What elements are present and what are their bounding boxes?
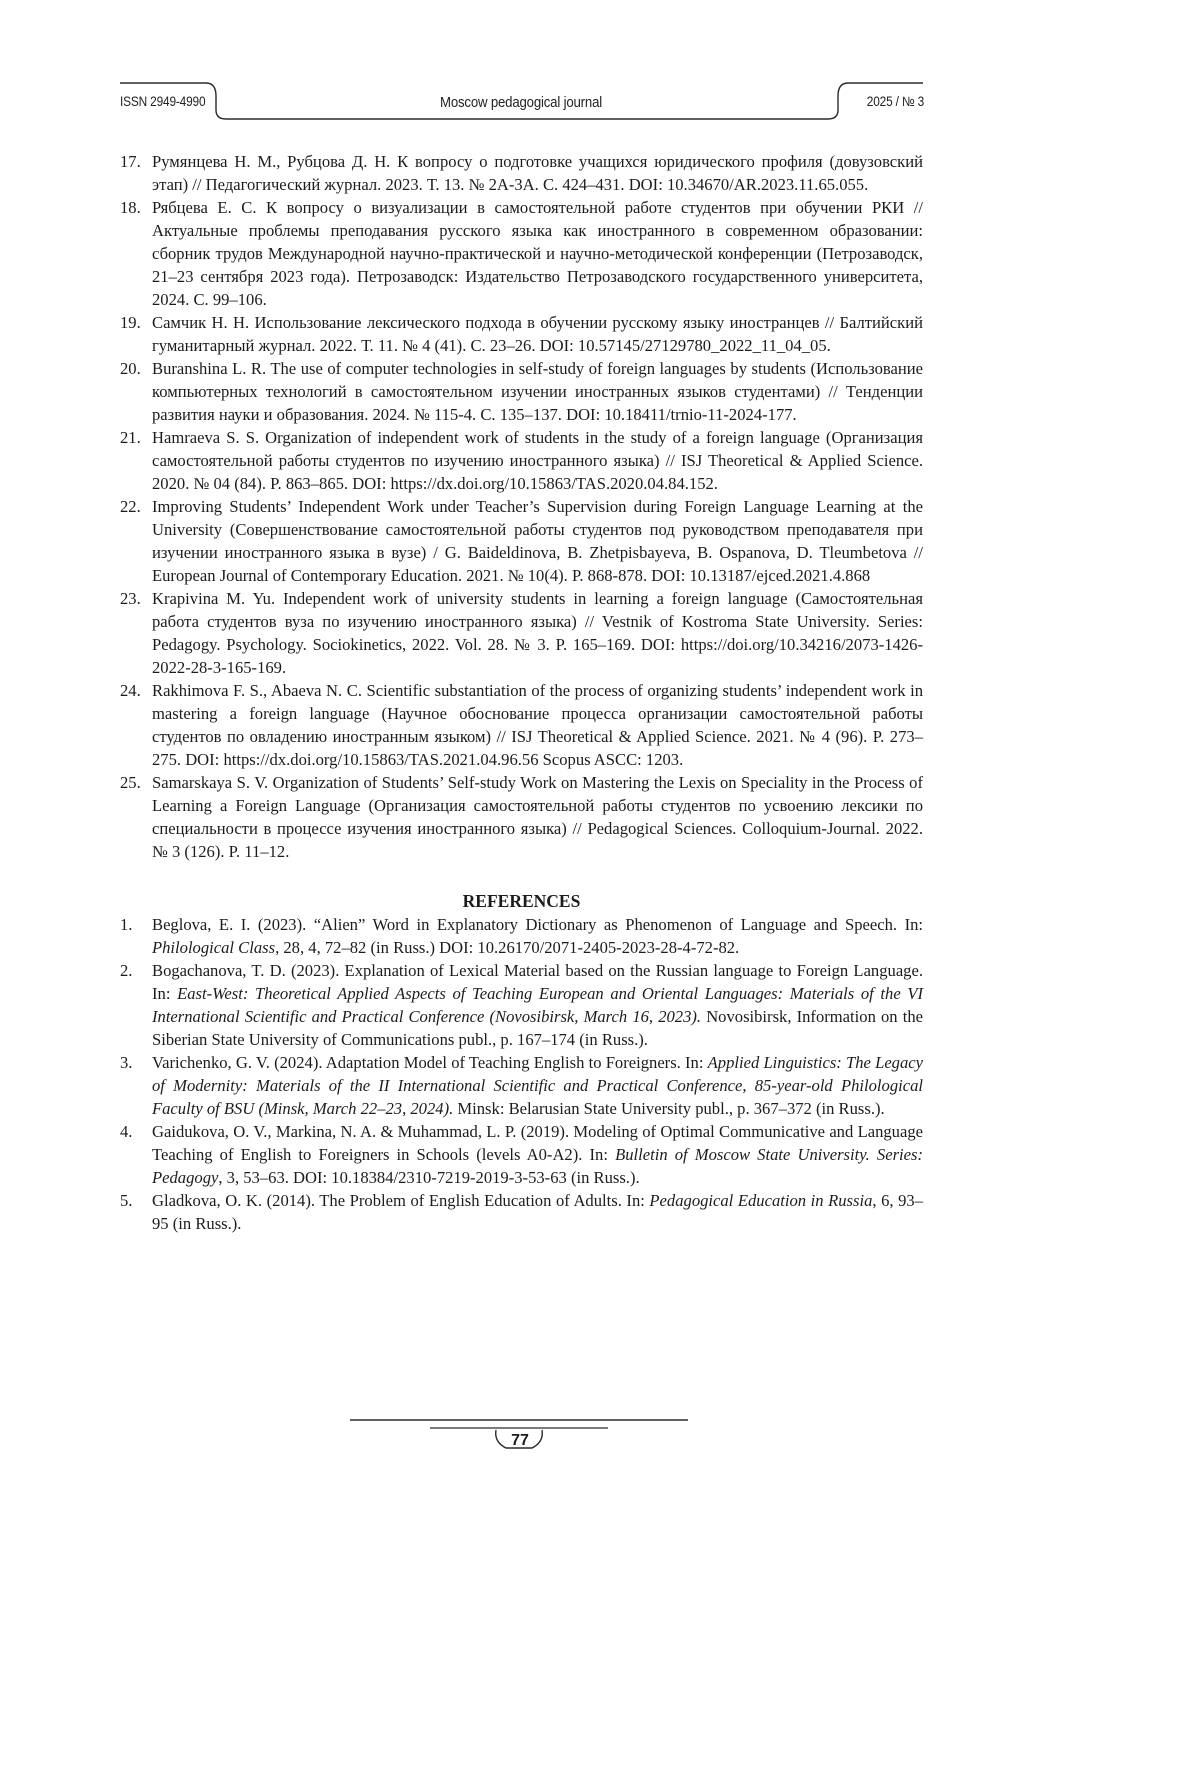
page-footer [0,1410,1050,1470]
item-number: 1. [120,913,132,936]
item-text-tail: , 28, 4, 72–82 (in Russ.) DOI: 10.26170/2071-2405-2023-28-4-72-82. [275,938,739,957]
item-number: 23. [120,587,141,610]
main-content [120,150,923,1235]
item-number: 3. [120,1051,132,1074]
item-number: 21. [120,426,141,449]
reference-item [120,1051,923,1120]
item-number: 18. [120,196,141,219]
journal-title: Moscow pedagogical journal [440,94,602,111]
item-text: Improving Students’ Independent Work under Teacher’s Supervision during Foreign Language Learning at the University (Совершенствование самостоятельной работы студентов под руководством преподавателя при изучении иностранного языка в вузе) / G. Baideldinova, B. Zhetpisbayeva, B. Ospanova, D. Tleumbetova // European Journal of Contemporary Education. 2021. № 10(4). P. 868-878. DOI: 10.13187/ejced.2021.4.868 [152,497,923,585]
item-number: 17. [120,150,141,173]
item-text-lead: Varichenko, G. V. (2024). Adaptation Model of Teaching English to Foreigners. In: [152,1053,708,1072]
item-text-italic: Pedagogical Education in Russia [649,1191,872,1210]
item-text-lead: Beglova, E. I. (2023). “Alien” Word in Explanatory Dictionary as Phenomenon of Language and Speech. In: [152,915,923,934]
item-text: Рябцева Е. С. К вопросу о визуализации в самостоятельной работе студентов при обучении РКИ // Актуальные проблемы преподавания русского языка как иностранного в современном образовании: сборник трудов Международной научно-практической и научно-методической конференции (Петрозаводск, 21–23 сентября 2023 года). Петрозаводск: Издательство Петрозаводского государственного университета, 2024. С. 99–106. [152,198,923,309]
item-text-tail: Novosibirsk, Information on the Siberian State University of Communications publ., p. 167–174 (in Russ.). [152,1007,923,1049]
references-heading: REFERENCES [120,889,923,913]
running-header [0,0,1050,140]
item-number: 22. [120,495,141,518]
item-text-italic: Applied Linguistics: The Legacy of Modernity: Materials of the II International Scientific and Practical Conference, 85-year-old Philological Faculty of BSU (Minsk, March 22–23, 2024). [152,1053,923,1118]
reference-item [120,1189,923,1235]
source-item [120,357,923,426]
item-text: Samarskaya S. V. Organization of Students’ Self-study Work on Mastering the Lexis on Speciality in the Process of Learning a Foreign Language (Организация самостоятельной работы студентов по усвоению лексики по специальности в процессе изучения иностранного языка) // Pedagogical Sciences. Colloquium-Journal. 2022. № 3 (126). P. 11–12. [152,773,923,861]
item-text: Hamraeva S. S. Organization of independent work of students in the study of a foreign language (Организация самостоятельной работы студентов по изучению иностранного языка) // ISJ Theoretical & Applied Science. 2020. № 04 (84). P. 863–865. DOI: https://dx.doi.org/10.15863/TAS.2020.04.84.152. [152,428,923,493]
reference-item [120,913,923,959]
item-text-tail: , 6, 93–95 (in Russ.). [152,1191,923,1233]
page-number: 77 [500,1432,540,1450]
reference-item [120,959,923,1051]
item-text-lead: Gladkova, O. K. (2014). The Problem of English Education of Adults. In: [152,1191,649,1210]
item-text: Krapivina M. Yu. Independent work of university students in learning a foreign language (Самостоятельная работа студентов вуза по изучению иностранного языка) // Vestnik of Kostroma State University. Series: Pedagogy. Psychology. Sociokinetics, 2022. Vol. 28. № 3. P. 165–169. DOI: https://doi.org/10.34216/2073-1426-2022-28-3-165-169. [152,589,923,677]
source-item [120,196,923,311]
item-text-tail: Minsk: Belarusian State University publ., p. 367–372 (in Russ.). [453,1099,884,1118]
header-frame [0,0,1050,140]
source-item [120,426,923,495]
item-number: 4. [120,1120,132,1143]
item-text-italic: Philological Class [152,938,275,957]
item-number: 25. [120,771,141,794]
reference-item [120,1120,923,1189]
issue-number: 2025 / № 3 [867,94,924,109]
sources-list [120,150,923,863]
source-item [120,495,923,587]
item-text-italic: Bulletin of Moscow State University. Series: Pedagogy [152,1145,923,1187]
item-number: 20. [120,357,141,380]
source-item [120,587,923,679]
item-number: 24. [120,679,141,702]
item-number: 2. [120,959,132,982]
item-text-lead: Gaidukova, O. V., Markina, N. A. & Muhammad, L. P. (2019). Modeling of Optimal Communicative and Language Teaching of English to Foreigners in Schools (levels A0-A2). In: [152,1122,923,1164]
item-text: Rakhimova F. S., Abaeva N. C. Scientific substantiation of the process of organizing students’ independent work in mastering a foreign language (Научное обоснование процесса организации самостоятельной работы студентов по овладению иностранным языком) // ISJ Theoretical & Applied Science. 2021. № 4 (96). P. 273–275. DOI: https://dx.doi.org/10.15863/TAS.2021.04.96.56 Scopus ASCC: 1203. [152,681,923,769]
source-item [120,311,923,357]
item-number: 19. [120,311,141,334]
source-item [120,771,923,863]
references-list [120,913,923,1235]
item-text-italic: East-West: Theoretical Applied Aspects of Teaching European and Oriental Languages: Materials of the VI International Scientific and Practical Conference (Novosibirsk, March 16, 2023). [152,984,923,1026]
item-text-tail: , 3, 53–63. DOI: 10.18384/2310-7219-2019-3-53-63 (in Russ.). [218,1168,639,1187]
item-text-lead: Bogachanova, T. D. (2023). Explanation of Lexical Material based on the Russian language to Foreign Language. In: [152,961,923,1003]
source-item [120,679,923,771]
issn: ISSN 2949-4990 [120,94,205,109]
item-number: 5. [120,1189,132,1212]
item-text: Самчик Н. Н. Использование лексического подхода в обучении русскому языку иностранцев // Балтийский гуманитарный журнал. 2022. Т. 11. № 4 (41). С. 23–26. DOI: 10.57145/27129780_2022_11_04_05. [152,313,923,355]
item-text: Румянцева Н. М., Рубцова Д. Н. К вопросу о подготовке учащихся юридического профиля (довузовский этап) // Педагогический журнал. 2023. Т. 13. № 2А-3А. С. 424–431. DOI: 10.34670/AR.2023.11.65.055. [152,152,923,194]
source-item [120,150,923,196]
item-text: Buranshina L. R. The use of computer technologies in self-study of foreign languages by students (Использование компьютерных технологий в самостоятельном изучении иностранных языков студентами) // Тенденции развития науки и образования. 2024. № 115-4. С. 135–137. DOI: 10.18411/trnio-11-2024-177. [152,359,923,424]
